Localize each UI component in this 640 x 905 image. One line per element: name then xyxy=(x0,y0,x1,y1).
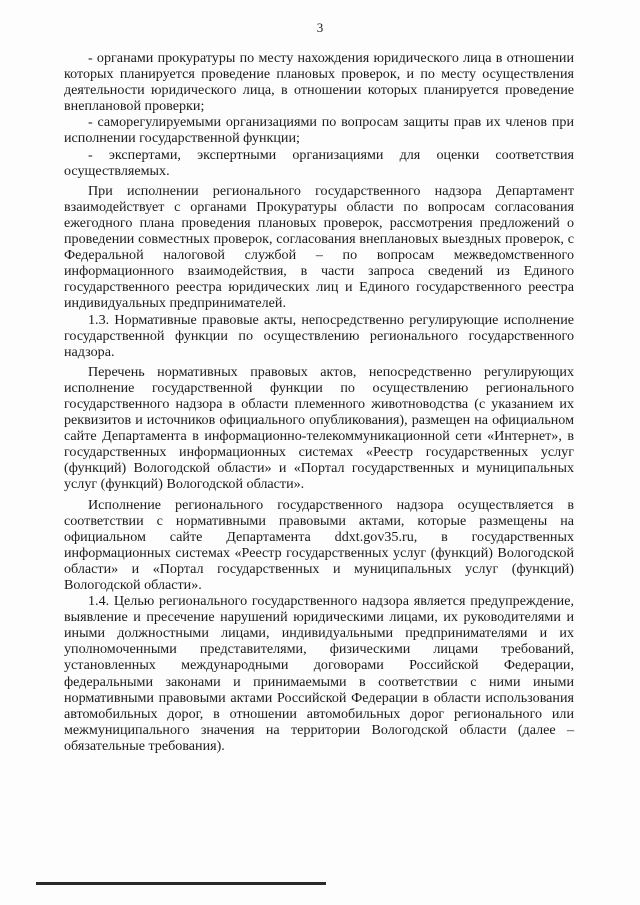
paragraph-supervision-execution: Исполнение регионального государственного надзора осуществляется в соответствии с нормативными правовыми актами, которые размещены на официальном сайте Департамента ddxt.gov35.ru, в государственных информационных системах «Реестр государственных услуг (функций) Вологодской области» и «Портал государственных и муниципальных услуг (функций) Вологодской области». xyxy=(64,496,574,593)
paragraph-department-interaction: При исполнении регионального государственного надзора Департамент взаимодействует с органами Прокуратуры области по вопросам согласования ежегодного плана проведения плановых проверок, рассмотрения предложений о проведении совместных проверок, согласования внеплановых выездных проверок, с Федеральной налоговой службой – по вопросам межведомственного информационного взаимодействия, в части запроса сведений из Единого государственного реестра юридических лиц и Единого государственного реестра индивидуальных предпринимателей. xyxy=(64,182,574,312)
paragraph-prosecutor-interaction: - органами прокуратуры по месту нахождения юридического лица в отношении которых планируется проведение плановых проверок, и по месту осуществления деятельности юридического лица, в отношении которых планируется проведение внеплановой проверки; xyxy=(64,50,574,115)
paragraph-experts: - экспертами, экспертными организациями для оценки соответствия осуществляемых. xyxy=(64,146,574,179)
document-body xyxy=(64,50,574,754)
section-paragraph-1-4: 1.4. Целью регионального государственного надзора является предупреждение, выявление и пресечение нарушений юридическими лицами, их руководителями и иными должностными лицами, индивидуальными предпринимателями и их уполномоченными представителями, физическими лицами требований, установленных международными договорами Российской Федерации, федеральными законами и принимаемыми в соответствии с ними иными нормативными правовыми актами Российской Федерации в области использования автомобильных дорог, в отношении автомобильных дорог регионального или межмуниципального значения на территории Вологодской области (далее – обязательные требования). xyxy=(64,593,574,754)
page-number: 3 xyxy=(316,20,324,35)
paragraph-normative-acts-list: Перечень нормативных правовых актов, непосредственно регулирующих исполнение государственной функции по осуществлению регионального государственного надзора в области племенного животноводства (с указанием их реквизитов и источников официального опубликования), размещен на официальном сайте Департамента в информационно-телекоммуникационной сети «Интернет», в государственных информационных системах «Реестр государственных услуг (функций) Вологодской области» и «Портал государственных и муниципальных услуг (функций) Вологодской области». xyxy=(64,363,574,493)
section-heading-1-3: 1.3. Нормативные правовые акты, непосредственно регулирующие исполнение государственной функции по осуществлению регионального государственного надзора. xyxy=(64,311,574,360)
paragraph-self-regulatory-orgs: - саморегулируемыми организациями по вопросам защиты прав их членов при исполнении государственной функции; xyxy=(64,114,574,147)
bottom-divider xyxy=(36,882,326,885)
